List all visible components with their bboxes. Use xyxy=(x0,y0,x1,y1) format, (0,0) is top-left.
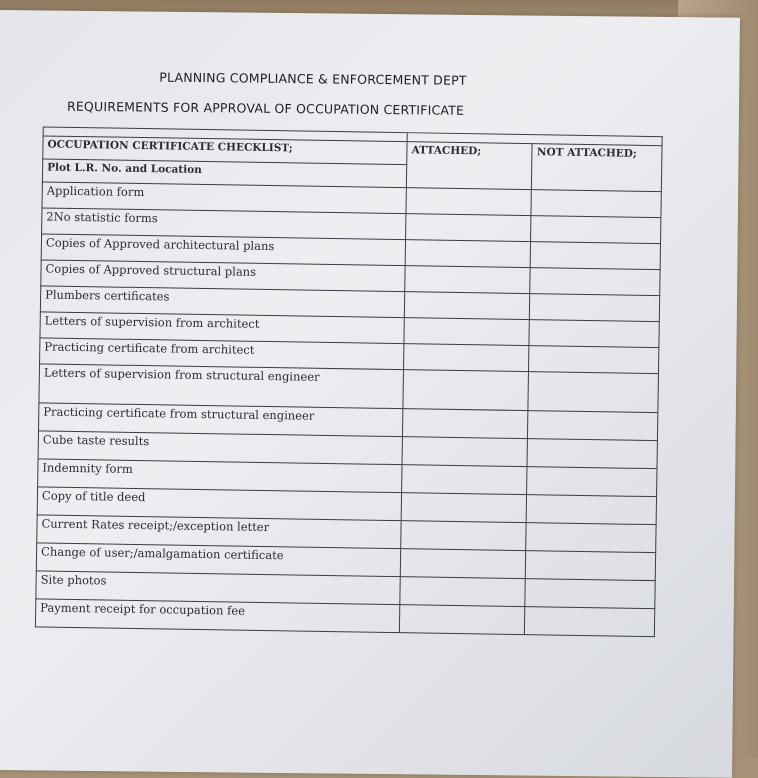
not-attached-cell[interactable] xyxy=(531,216,661,244)
attached-cell[interactable] xyxy=(401,493,527,523)
item-label: Application form xyxy=(42,182,406,214)
item-label: Current Rates receipt;/exception letter xyxy=(37,515,401,549)
attached-header: ATTACHED; xyxy=(406,142,532,190)
plot-label: Plot L.R. No. and Location xyxy=(42,159,406,188)
item-label: Practicing certificate from architect xyxy=(40,338,404,370)
not-attached-cell[interactable] xyxy=(527,495,657,525)
item-label: Payment receipt for occupation fee xyxy=(35,599,399,633)
item-label: Cube taste results xyxy=(38,431,402,465)
not-attached-cell[interactable] xyxy=(531,190,661,218)
attached-cell[interactable] xyxy=(406,188,532,216)
item-label: 2No statistic forms xyxy=(42,208,406,240)
item-label: Copies of Approved structural plans xyxy=(41,260,405,292)
attached-cell[interactable] xyxy=(399,605,525,635)
attached-cell[interactable] xyxy=(404,318,530,346)
not-attached-cell[interactable] xyxy=(529,320,659,348)
not-attached-cell[interactable] xyxy=(527,439,657,469)
attached-cell[interactable] xyxy=(401,521,527,551)
not-attached-cell[interactable] xyxy=(526,551,656,581)
attached-cell[interactable] xyxy=(404,344,530,372)
not-attached-cell[interactable] xyxy=(529,346,659,374)
checklist-table xyxy=(35,126,663,637)
attached-cell[interactable] xyxy=(400,549,526,579)
not-attached-cell[interactable] xyxy=(527,467,657,497)
attached-cell[interactable] xyxy=(402,437,528,467)
item-label: Letters of supervision from architect xyxy=(40,312,404,344)
attached-cell[interactable] xyxy=(406,214,532,242)
checklist-header: OCCUPATION CERTIFICATE CHECKLIST; xyxy=(43,136,407,165)
attached-cell[interactable] xyxy=(403,409,529,439)
document-title: REQUIREMENTS FOR APPROVAL OF OCCUPATION CERTIFICATE xyxy=(66,98,465,118)
not-attached-cell[interactable] xyxy=(531,242,661,270)
not-attached-cell[interactable] xyxy=(530,294,660,322)
not-attached-header: NOT ATTACHED; xyxy=(532,144,662,192)
not-attached-cell[interactable] xyxy=(525,607,655,637)
item-label: Copy of title deed xyxy=(37,487,401,521)
item-label: Practicing certificate from structural engineer xyxy=(38,403,402,437)
item-label: Change of user;/amalgamation certificate xyxy=(36,543,400,577)
not-attached-cell[interactable] xyxy=(525,579,655,609)
attached-cell[interactable] xyxy=(404,292,530,320)
not-attached-cell[interactable] xyxy=(526,523,656,553)
attached-cell[interactable] xyxy=(403,370,529,411)
item-label: Letters of supervision from structural engineer xyxy=(39,364,404,409)
document-sheet xyxy=(0,10,740,778)
item-label: Copies of Approved architectural plans xyxy=(41,234,405,266)
attached-cell[interactable] xyxy=(405,266,531,294)
not-attached-cell[interactable] xyxy=(528,372,658,413)
department-heading: PLANNING COMPLIANCE & ENFORCEMENT DEPT xyxy=(159,69,467,88)
item-label: Indemnity form xyxy=(38,459,402,493)
not-attached-cell[interactable] xyxy=(528,411,658,441)
not-attached-cell[interactable] xyxy=(530,268,660,296)
item-label: Plumbers certificates xyxy=(40,286,404,318)
item-label: Site photos xyxy=(36,571,400,605)
attached-cell[interactable] xyxy=(400,577,526,607)
attached-cell[interactable] xyxy=(402,465,528,495)
attached-cell[interactable] xyxy=(405,240,531,268)
